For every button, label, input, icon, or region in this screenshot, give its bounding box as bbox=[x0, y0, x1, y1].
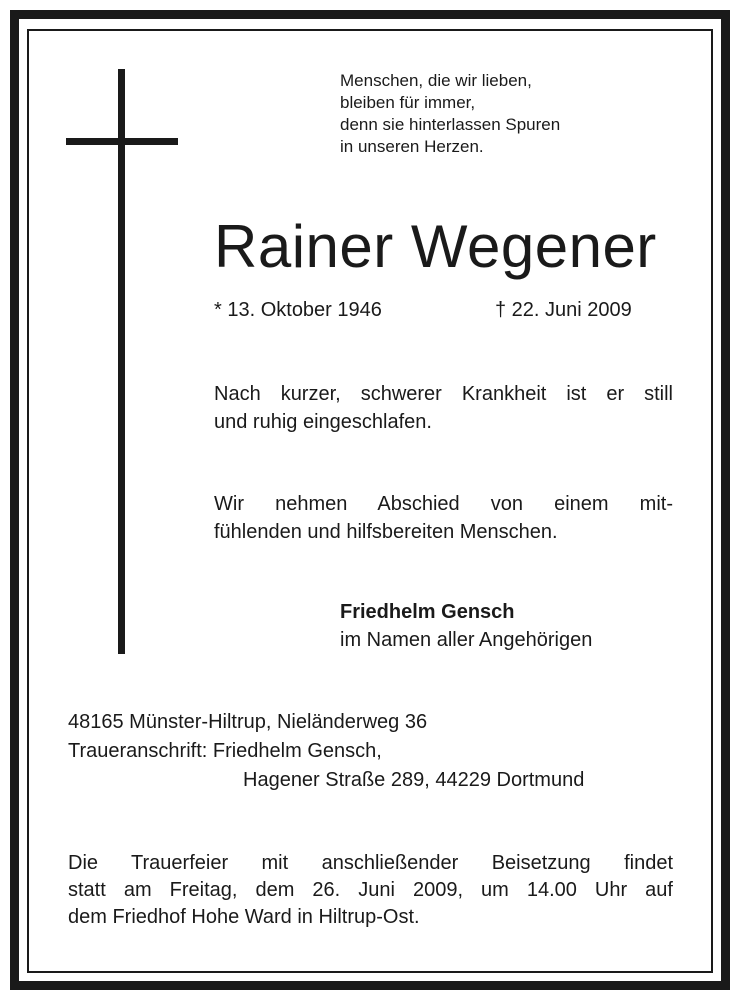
funeral-line: statt am Freitag, dem 26. Juni 2009, um 14.00 Uhr auf bbox=[68, 879, 673, 901]
mourning-address-line: Traueranschrift: Friedhelm Gensch, bbox=[68, 740, 382, 762]
signature-subtitle: im Namen aller Angehörigen bbox=[340, 629, 593, 651]
paragraph-line: Nach kurzer, schwerer Krankheit ist er still bbox=[214, 383, 673, 405]
motto bbox=[340, 70, 560, 158]
motto-line: bleiben für immer, bbox=[340, 93, 476, 112]
birth-date: * 13. Oktober 1946 bbox=[214, 299, 382, 321]
funeral-notice bbox=[68, 850, 673, 931]
paragraph-line: Wir nehmen Abschied von einem mit- bbox=[214, 493, 673, 515]
cross-icon-vertical-bar bbox=[118, 69, 125, 654]
motto-line: Menschen, die wir lieben, bbox=[340, 71, 532, 90]
motto-line: in unseren Herzen. bbox=[340, 137, 484, 156]
signature bbox=[340, 598, 592, 654]
paragraph-line: und ruhig eingeschlafen. bbox=[214, 411, 432, 433]
address-line: 48165 Münster-Hiltrup, Nieländerweg 36 bbox=[68, 711, 428, 733]
signature-name: Friedhelm Gensch bbox=[340, 601, 515, 623]
paragraph-farewell bbox=[214, 490, 673, 546]
funeral-line: Die Trauerfeier mit anschließender Beisetzung findet bbox=[68, 852, 673, 874]
deceased-name: Rainer Wegener bbox=[214, 213, 657, 280]
paragraph-illness bbox=[214, 380, 673, 436]
cross-icon-horizontal-bar bbox=[66, 138, 178, 145]
motto-line: denn sie hinterlassen Spuren bbox=[340, 115, 561, 134]
mourning-address-street: Hagener Straße 289, 44229 Dortmund bbox=[243, 769, 585, 791]
paragraph-line: fühlenden und hilfsbereiten Menschen. bbox=[214, 521, 558, 543]
funeral-line: dem Friedhof Hohe Ward in Hiltrup-Ost. bbox=[68, 906, 420, 928]
death-date: † 22. Juni 2009 bbox=[495, 299, 632, 321]
address-block bbox=[68, 708, 584, 795]
